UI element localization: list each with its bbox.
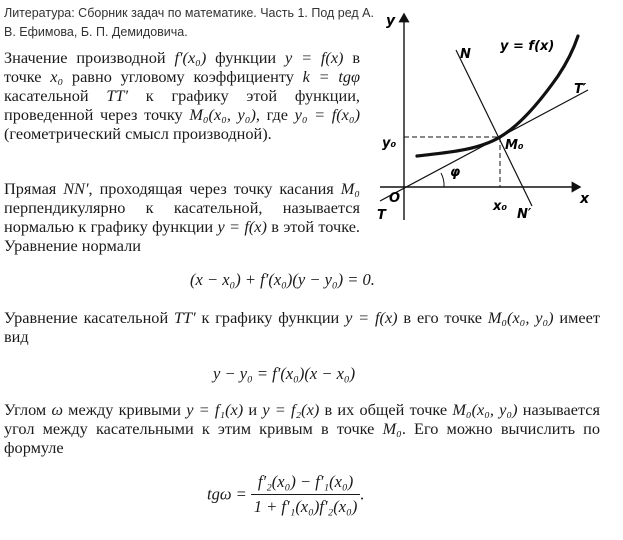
label-t: T xyxy=(377,208,386,223)
paragraph-angle-between-curves: Углом ω между кривыми y = f₁(x) и y = f₂(x) в их общей точке M₀(x₀, y₀) называется угол между касательными к этим кривым в точке M₀. Его можно вычислить по формуле xyxy=(4,400,601,457)
normal-line xyxy=(456,50,532,206)
paragraph-normal-definition: Прямая NN′, проходящая через точку касания M₀ перпендикулярно к касательной, называется нормалью к графику функции y = f(x) в этой точке. Уравнение нормали xyxy=(4,179,361,255)
normal-equation: (x − x₀) + f′(x₀)(y − y₀) = 0. xyxy=(190,270,375,289)
label-phi: φ xyxy=(450,165,461,180)
phi-arc xyxy=(441,173,444,187)
fraction-denominator: 1 + f′₁(x₀)f′₂(x₀) xyxy=(253,497,358,516)
paragraph-tangent-equation: Уравнение касательной TT′ к графику функции y = f(x) в его точке M₀(x₀, y₀) имеет вид xyxy=(4,308,600,346)
label-n-prime: N′ xyxy=(517,207,532,222)
fraction-numerator: f′₂(x₀) − f′₁(x₀) xyxy=(251,472,361,495)
angle-formula xyxy=(207,472,364,517)
paragraph-derivative-meaning: Значение производной f′(x₀) функции y = f(x) в точке x₀ равно угловому коэффициенту k = tgφ касательной TT′ к графику этой функции, проведенной через точку M₀(x₀, y₀), где y₀ = f(x₀) (геометрический смысл производной). xyxy=(4,48,361,143)
label-x-axis: x xyxy=(580,191,590,207)
source-citation: Литература: Сборник задач по математике. Часть 1. Под ред А. В. Ефимова, Б. П. Демидовича. xyxy=(4,6,374,39)
label-t-prime: T′ xyxy=(574,82,587,97)
tangent-equation: y − y₀ = f′(x₀)(x − x₀) xyxy=(213,364,356,383)
angle-formula-lhs: tgω = xyxy=(207,484,247,504)
tangent-normal-figure xyxy=(372,6,612,226)
label-y-axis: y xyxy=(386,13,396,29)
label-n: N xyxy=(460,47,471,62)
label-y0: y₀ xyxy=(382,136,397,151)
angle-formula-fraction xyxy=(251,472,361,517)
angle-formula-end: . xyxy=(360,484,365,504)
label-curve: y = f(x) xyxy=(500,39,555,54)
label-x0: x₀ xyxy=(493,199,508,214)
label-origin: O xyxy=(389,191,401,206)
label-m0: M₀ xyxy=(505,138,524,153)
